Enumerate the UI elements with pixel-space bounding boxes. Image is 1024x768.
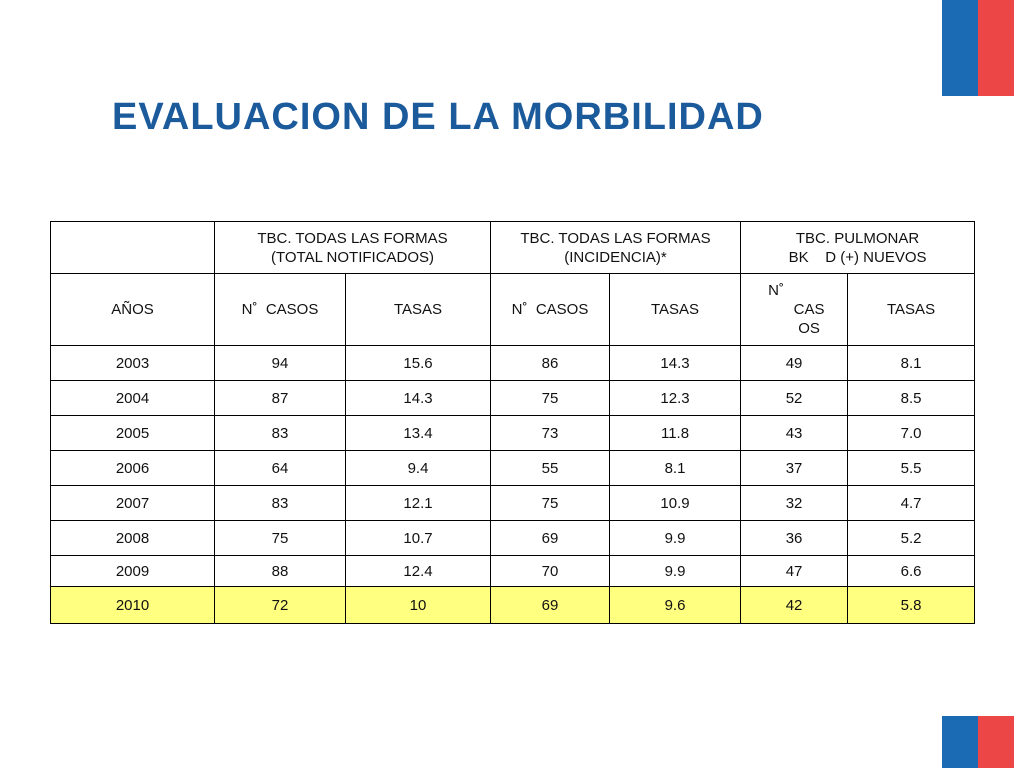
cell-year: 2008 bbox=[51, 521, 215, 556]
cell-incidence-tasas: 9.9 bbox=[610, 521, 741, 556]
cell-pulmonary-casos: 49 bbox=[741, 346, 848, 381]
cell-incidence-tasas: 9.6 bbox=[610, 587, 741, 624]
cell-total-tasas: 10.7 bbox=[346, 521, 491, 556]
flag-decoration-top bbox=[942, 0, 1014, 96]
table-row bbox=[51, 486, 975, 521]
cell-total-casos: 87 bbox=[215, 381, 346, 416]
cell-incidence-casos: 55 bbox=[491, 451, 610, 486]
table-row bbox=[51, 346, 975, 381]
header-tasas-pulmonary: TASAS bbox=[848, 274, 975, 346]
cell-total-casos: 83 bbox=[215, 416, 346, 451]
header-line: OS bbox=[798, 320, 820, 337]
cell-total-tasas: 14.3 bbox=[346, 381, 491, 416]
cell-pulmonary-tasas: 5.2 bbox=[848, 521, 975, 556]
table-row bbox=[51, 556, 975, 587]
cell-pulmonary-tasas: 7.0 bbox=[848, 416, 975, 451]
group-header-line: (INCIDENCIA)* bbox=[564, 248, 667, 266]
cell-year: 2009 bbox=[51, 556, 215, 587]
cell-incidence-casos: 75 bbox=[491, 486, 610, 521]
group-header-line: (TOTAL NOTIFICADOS) bbox=[270, 248, 435, 266]
cell-total-tasas: 15.6 bbox=[346, 346, 491, 381]
cell-pulmonary-casos: 36 bbox=[741, 521, 848, 556]
group-header-line: BK D (+) NUEVOS bbox=[788, 248, 927, 266]
flag-blue-stripe bbox=[942, 716, 978, 768]
cell-year: 2006 bbox=[51, 451, 215, 486]
cell-total-casos: 83 bbox=[215, 486, 346, 521]
cell-incidence-casos: 73 bbox=[491, 416, 610, 451]
group-header-row bbox=[51, 222, 975, 274]
cell-pulmonary-tasas: 4.7 bbox=[848, 486, 975, 521]
cell-pulmonary-tasas: 8.1 bbox=[848, 346, 975, 381]
cell-incidence-casos: 70 bbox=[491, 556, 610, 587]
header-line: CAS bbox=[793, 301, 825, 318]
cell-total-tasas: 9.4 bbox=[346, 451, 491, 486]
group-header-line: TBC. PULMONAR bbox=[795, 229, 920, 247]
cell-pulmonary-casos: 32 bbox=[741, 486, 848, 521]
cell-year: 2005 bbox=[51, 416, 215, 451]
group-header-line: TBC. TODAS LAS FORMAS bbox=[257, 229, 448, 247]
cell-total-tasas: 13.4 bbox=[346, 416, 491, 451]
cell-incidence-tasas: 14.3 bbox=[610, 346, 741, 381]
cell-pulmonary-casos: 42 bbox=[741, 587, 848, 624]
group-header-incidence bbox=[491, 222, 741, 274]
cell-incidence-casos: 86 bbox=[491, 346, 610, 381]
flag-red-stripe bbox=[978, 716, 1014, 768]
cell-total-casos: 72 bbox=[215, 587, 346, 624]
cell-total-casos: 94 bbox=[215, 346, 346, 381]
table-row bbox=[51, 521, 975, 556]
cell-year: 2010 bbox=[51, 587, 215, 624]
group-header-line: TBC. TODAS LAS FORMAS bbox=[520, 229, 711, 247]
cell-total-tasas: 12.4 bbox=[346, 556, 491, 587]
cell-incidence-casos: 69 bbox=[491, 521, 610, 556]
group-header-pulmonary bbox=[741, 222, 975, 274]
flag-decoration-bottom bbox=[942, 716, 1014, 768]
cell-incidence-tasas: 11.8 bbox=[610, 416, 741, 451]
header-casos-total: N˚ CASOS bbox=[215, 274, 346, 346]
table-row bbox=[51, 416, 975, 451]
cell-year: 2003 bbox=[51, 346, 215, 381]
sub-header-row bbox=[51, 274, 975, 346]
corner-cell bbox=[51, 222, 215, 274]
cell-pulmonary-tasas: 6.6 bbox=[848, 556, 975, 587]
cell-pulmonary-casos: 37 bbox=[741, 451, 848, 486]
header-anos: AÑOS bbox=[51, 274, 215, 346]
flag-blue-stripe bbox=[942, 0, 978, 96]
flag-red-stripe bbox=[978, 0, 1014, 96]
header-tasas-total: TASAS bbox=[346, 274, 491, 346]
cell-pulmonary-casos: 43 bbox=[741, 416, 848, 451]
cell-incidence-tasas: 9.9 bbox=[610, 556, 741, 587]
table-row bbox=[51, 451, 975, 486]
cell-incidence-tasas: 8.1 bbox=[610, 451, 741, 486]
cell-total-tasas: 10 bbox=[346, 587, 491, 624]
cell-incidence-casos: 69 bbox=[491, 587, 610, 624]
cell-pulmonary-tasas: 8.5 bbox=[848, 381, 975, 416]
cell-pulmonary-casos: 52 bbox=[741, 381, 848, 416]
cell-total-casos: 88 bbox=[215, 556, 346, 587]
cell-pulmonary-tasas: 5.8 bbox=[848, 587, 975, 624]
cell-pulmonary-casos: 47 bbox=[741, 556, 848, 587]
cell-incidence-tasas: 12.3 bbox=[610, 381, 741, 416]
cell-pulmonary-tasas: 5.5 bbox=[848, 451, 975, 486]
cell-incidence-casos: 75 bbox=[491, 381, 610, 416]
cell-incidence-tasas: 10.9 bbox=[610, 486, 741, 521]
page-title: EVALUACION DE LA MORBILIDAD bbox=[112, 96, 764, 138]
table-row bbox=[51, 587, 975, 624]
table-row bbox=[51, 381, 975, 416]
cell-total-tasas: 12.1 bbox=[346, 486, 491, 521]
morbidity-table bbox=[50, 221, 975, 624]
header-casos-pulmonary bbox=[741, 274, 848, 346]
cell-total-casos: 64 bbox=[215, 451, 346, 486]
cell-year: 2007 bbox=[51, 486, 215, 521]
group-header-total bbox=[215, 222, 491, 274]
header-line: N˚ bbox=[768, 282, 784, 299]
cell-year: 2004 bbox=[51, 381, 215, 416]
header-casos-incidence: N˚ CASOS bbox=[491, 274, 610, 346]
cell-total-casos: 75 bbox=[215, 521, 346, 556]
header-tasas-incidence: TASAS bbox=[610, 274, 741, 346]
